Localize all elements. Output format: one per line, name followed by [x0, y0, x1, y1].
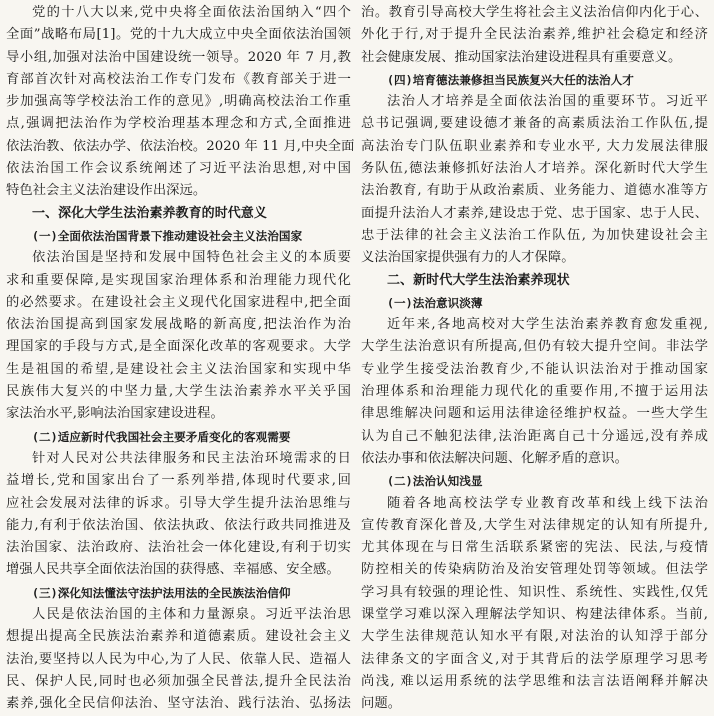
text-line: 学习具有较强的理论性、知识性、系统性、实践性,仅凭	[361, 584, 708, 600]
text-line: 法治,要坚持以人民为中心,为了人民、依靠人民、造福人	[6, 651, 351, 667]
text-line: 依法治国工作会议系统阐述了习近平法治思想,对中国	[6, 161, 351, 177]
text-line: 律思维解决问题和运用法律途径维护权益。一些大学生	[361, 406, 708, 422]
text-line: 法治国家、法治政府、法治社会一体化建设,有利于切实	[6, 540, 351, 556]
text-line: 民、保护人民,同时也必须加强全民普法,提升全民法治	[6, 673, 351, 689]
text-line: 党的十八大以来,党中央将全面依法治国纳入“四个	[32, 5, 351, 20]
text-line: 外化于行,对于提升全民法治素养,维护社会稳定和经济	[361, 27, 708, 43]
two-column-body	[6, 2, 708, 712]
text-line: 依法办事和依法解决问题、化解矛盾的意识。	[361, 450, 628, 466]
text-line: 宣传教育深化普及,大学生对法律规定的认知有所提升,	[361, 517, 708, 533]
text-line: 忠于法律的社会主义法治工作队伍, 为加快建设社会主	[361, 227, 708, 243]
text-line: 求和重要保障,是实现国家治理体系和治理能力现代化	[6, 272, 351, 288]
text-line: 尤其体现在与日常生活联系紧密的宪法、民法,与疫情	[361, 540, 708, 556]
text-line: 生是祖国的希望,是建设社会主义法治国家和实现中华	[6, 361, 351, 377]
text-line: 导小组,加强对法治中国建设统一领导。2020 年 7 月,教	[6, 49, 351, 65]
text-line: 步加强高等学校法治工作的意见》,明确高校法治工作重	[6, 94, 351, 110]
subsection-heading: (一)全面依法治国背景下推动建设社会主义法治国家	[32, 228, 303, 243]
text-line: 家法治水平,影响法治国家建设进程。	[6, 406, 224, 422]
text-line: 的必然要求。在建设社会主义现代化国家进程中,把全面	[6, 294, 351, 310]
section-heading: 二、新时代大学生法治素养现状	[387, 272, 570, 288]
text-line: 大学生法治意识有所提高,但仍有较大提升空间。非法学	[361, 339, 708, 355]
text-line: 随着各地高校法学专业教育改革和线上线下法治	[387, 495, 708, 511]
text-line: 理国家的手段与方式,是全面深化改革的客观要求。大学	[6, 339, 351, 355]
text-line: 务队伍,德法兼修抓好法治人才培养。深化新时代大学生	[361, 161, 708, 177]
text-line: 益增长,党和国家出台了一系列举措,体现时代要求,回	[6, 473, 351, 489]
text-line: 点,强调把法治作为学校治理基本理念和方式,全面推进	[6, 116, 351, 132]
text-line: 治。教育引导高校大学生将社会主义法治信仰内化于心、	[361, 5, 708, 20]
text-line: 想提出提高全民族法治素养和道德素质。建设社会主义	[6, 629, 351, 645]
subsection-heading: (三)深化知法懂法守法护法用法的全民族法治信仰	[32, 585, 291, 600]
text-line: 义法治国家提供强有力的人才保障。	[361, 250, 575, 266]
right-column	[361, 2, 708, 712]
text-line: 素养,强化全民信仰法治、坚守法治、践行法治、弘扬法	[6, 696, 351, 712]
text-line: 问题。	[361, 696, 402, 712]
text-line: 应社会发展对法律的诉求。引导大学生提升法治思维与	[6, 495, 351, 511]
text-line: 专业学生接受法治教育少,不能认识法治对于推动国家	[361, 361, 708, 377]
text-line: 认为自己不触犯法律,法治距离自己十分遥远,没有养成	[361, 428, 708, 444]
text-line: 增强人民共享全面依法治国的获得感、幸福感、安全感。	[6, 562, 340, 578]
text-line: 育部首次针对高校法治工作专门发布《教育部关于进一	[6, 71, 351, 87]
subsection-heading: (二)法治认知浅显	[387, 474, 483, 489]
text-line: 法律条文的字面含义,对于其背后的法学原理学习思考	[361, 651, 708, 667]
subsection-heading: (二)适应新时代我国社会主要矛盾变化的客观需要	[32, 429, 291, 444]
text-line: 社会健康发展、推动国家法治建设进程具有重要意义。	[361, 49, 682, 65]
text-line: 治理体系和治理能力现代化的重要作用,不擅于运用法	[361, 384, 708, 400]
text-line: 依法治国提高到国家发展战略的新高度,把法治作为治	[6, 317, 351, 333]
text-line: 民族伟大复兴的中坚力量,大学生法治素养水平关乎国	[6, 384, 351, 400]
text-line: 法治人才培养是全面依法治国的重要环节。习近平	[387, 94, 708, 110]
text-line: 针对人民对公共法律服务和民主法治环境需求的日	[32, 450, 351, 466]
text-line: 能力,有利于依法治国、依法执政、依法行政共同推进及	[6, 517, 351, 533]
text-line: 人民是依法治国的主体和力量源泉。习近平法治思	[32, 607, 351, 623]
text-line: 高法治专门队伍职业素养和专业水平, 大力发展法律服	[361, 138, 708, 154]
text-line: 尚浅, 难以运用系统的法学思维和法言法语阐释并解决	[361, 673, 708, 689]
text-line: 课堂学习难以深入理解法学知识、构建法律体系。当前,	[361, 607, 708, 623]
text-line: 依法治教、依法办学、依法治校。2020 年 11 月,中央全面	[6, 138, 355, 154]
text-line: 依法治国是坚持和发展中国特色社会主义的本质要	[32, 250, 351, 266]
section-heading: 一、深化大学生法治素养教育的时代意义	[32, 205, 267, 221]
text-line: 总书记强调,要建设德才兼备的高素质法治工作队伍,提	[361, 116, 708, 132]
text-line: 大学生法律规范认知水平有限,对法治的认知浮于部分	[361, 629, 708, 645]
text-line: 近年来,各地高校对大学生法治素养教育愈发重视,	[387, 317, 708, 333]
subsection-heading: (四)培育德法兼修担当民族复兴大任的法治人才	[387, 72, 634, 87]
text-line: 特色社会主义法治建设作出深远。	[6, 183, 207, 199]
subsection-heading: (一)法治意识淡薄	[387, 295, 483, 310]
text-line: 防控相关的传染病防治及治安管理处罚等领域。但法学	[361, 562, 708, 578]
text-line: 面提升法治人才素养,建设忠于党、忠于国家、忠于人民、	[361, 205, 708, 221]
text-line: 法治教育, 有助于从政治素质、业务能力、道德水准等方	[361, 183, 708, 199]
text-line: 全面”战略布局[1]。党的十九大成立中央全面依法治国领	[6, 27, 351, 43]
left-column	[6, 2, 355, 712]
